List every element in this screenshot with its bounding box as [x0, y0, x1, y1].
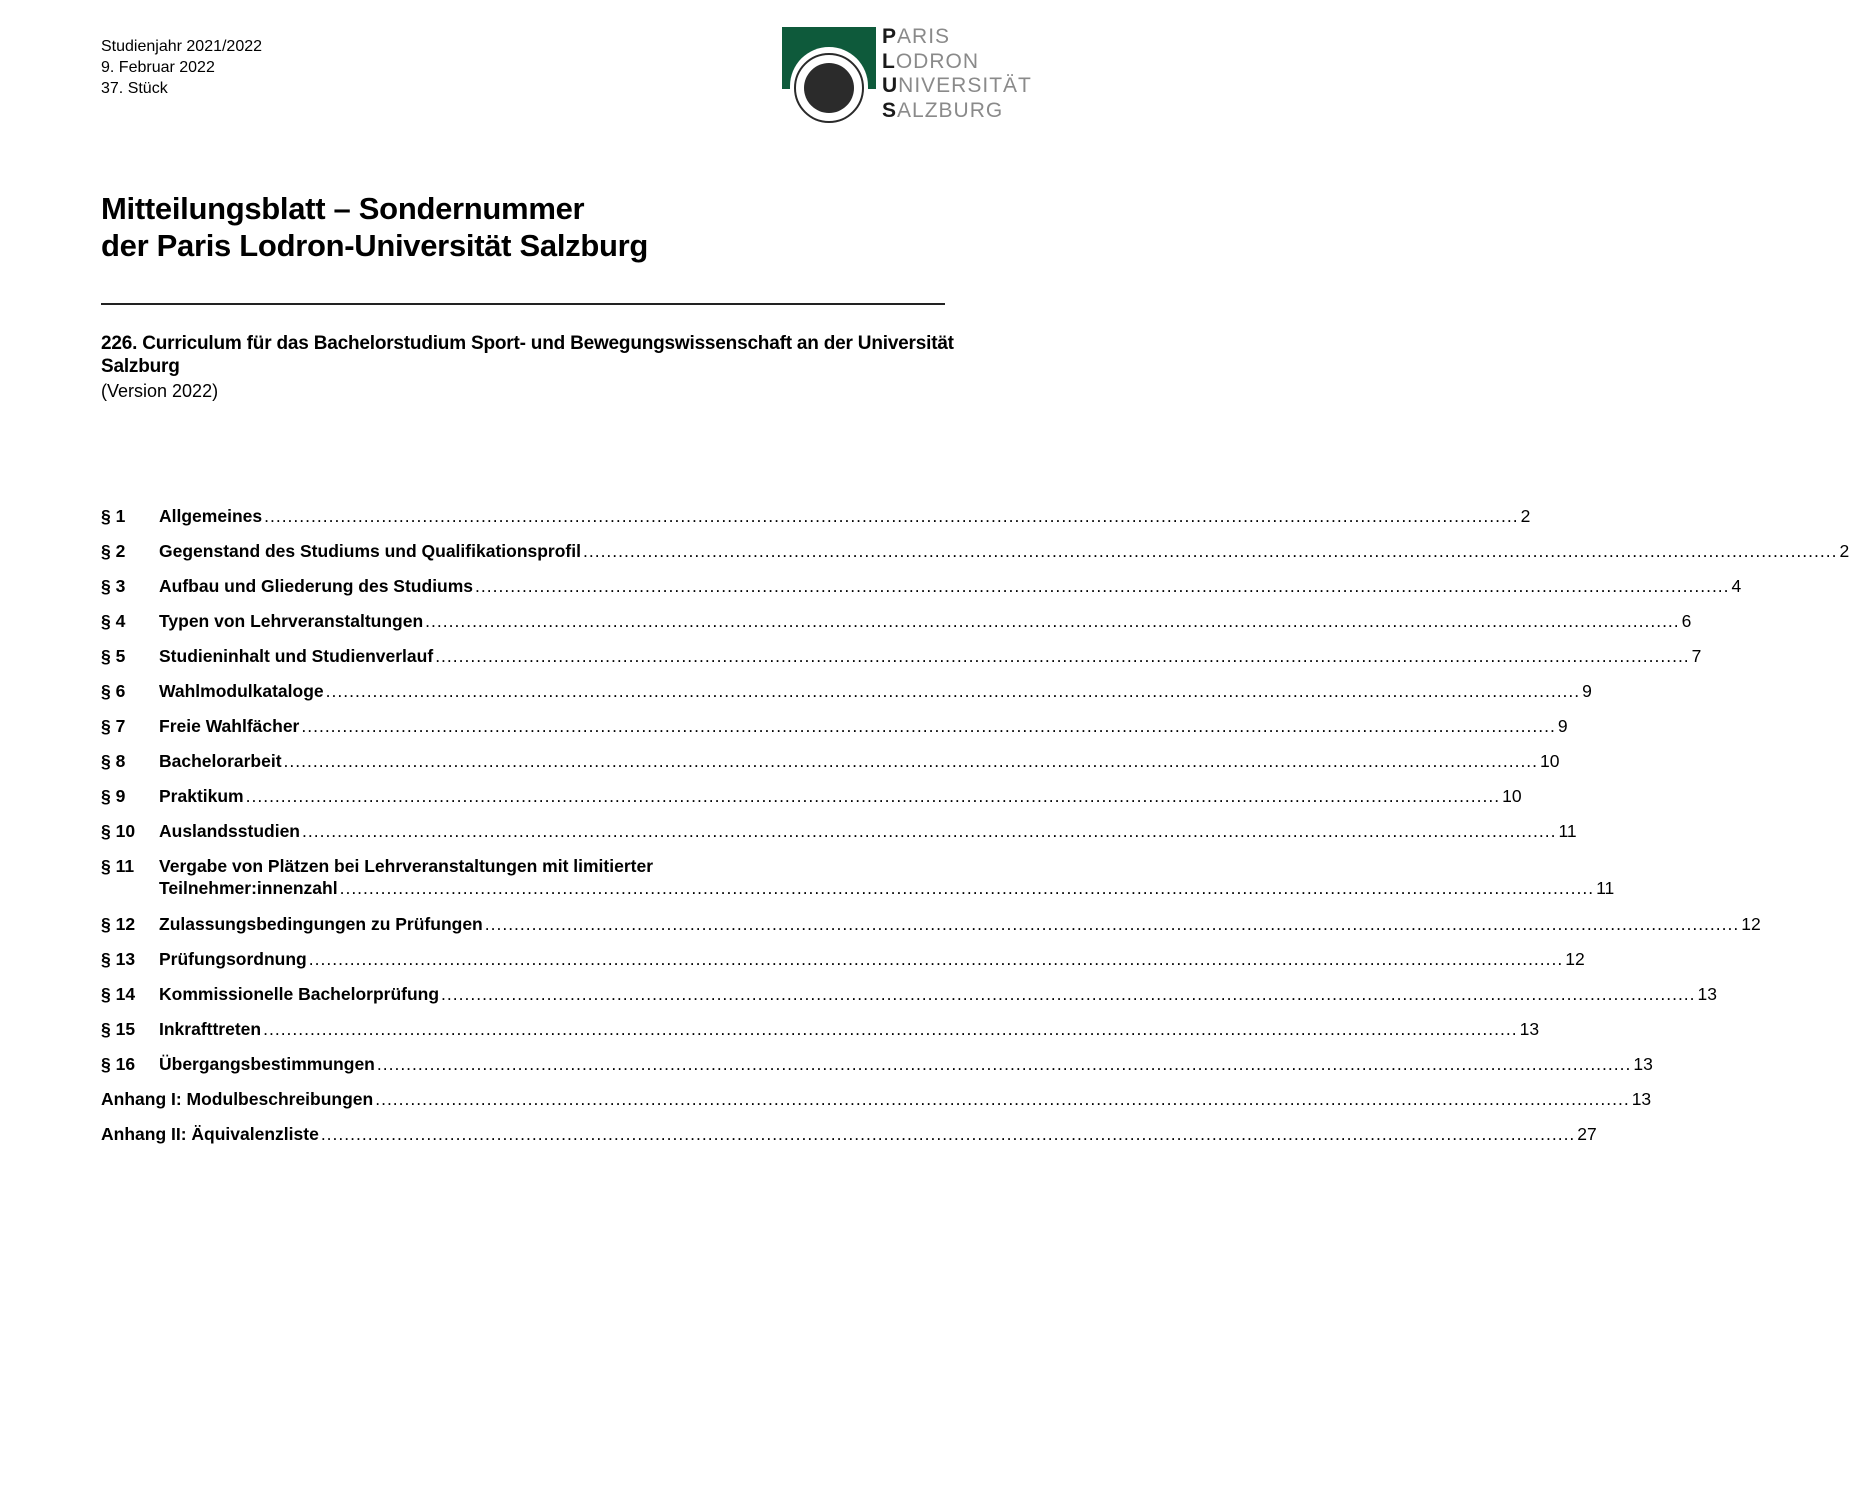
toc-title: Übergangsbestimmungen — [159, 1054, 375, 1074]
toc-entry[interactable] — [101, 785, 1522, 820]
toc-page-number: 13 — [1633, 1054, 1653, 1074]
toc-entry[interactable] — [101, 1053, 1653, 1088]
toc-page-number: 9 — [1582, 681, 1592, 701]
leader-dots — [583, 540, 1837, 562]
leader-dots — [441, 983, 1695, 1005]
leader-dots — [475, 575, 1729, 597]
toc-title: Praktikum — [159, 786, 244, 806]
toc-page-number: 13 — [1697, 984, 1717, 1004]
toc-entry[interactable] — [101, 913, 1761, 948]
toc-page-number: 2 — [1520, 506, 1531, 526]
toc-page-number: 9 — [1557, 716, 1568, 736]
leader-dots — [284, 750, 1538, 772]
toc-page-number: 6 — [1681, 611, 1692, 631]
toc-entry[interactable] — [101, 1123, 1597, 1158]
toc-entry[interactable] — [101, 983, 1717, 1018]
toc-title: Allgemeines — [159, 506, 263, 526]
toc-title: Wahlmodulkataloge — [159, 681, 324, 701]
toc-entry[interactable] — [101, 610, 1692, 645]
toc-entry[interactable] — [101, 1088, 1652, 1123]
toc-title: Kommissionelle Bachelorprüfung — [159, 984, 440, 1004]
logo-wordmark: PARIS LODRON UNIVERSITÄT SALZBURG — [882, 25, 1032, 122]
leader-dots — [485, 913, 1739, 935]
toc-title: Vergabe von Plätzen bei Lehrveranstaltungen mit limitierter — [159, 856, 654, 876]
leader-dots — [264, 505, 1518, 527]
toc-entry[interactable] — [101, 505, 1531, 540]
leader-dots — [326, 680, 1580, 702]
toc-section-number: § 9 — [101, 786, 126, 806]
toc-entry[interactable] — [101, 948, 1585, 983]
toc-section-number: § 1 — [101, 506, 126, 526]
toc-title: Zulassungsbedingungen zu Prüfungen — [159, 914, 483, 934]
leader-dots — [435, 645, 1689, 667]
toc-title: Freie Wahlfächer — [159, 716, 300, 736]
toc-page-number: 10 — [1540, 751, 1560, 771]
table-of-contents — [101, 505, 1849, 1158]
toc-title: Prüfungsordnung — [159, 949, 307, 969]
toc-title: Auslandsstudien — [159, 821, 300, 841]
leader-dots — [377, 1053, 1631, 1075]
page-title: Mitteilungsblatt – Sondernummer der Paris Lodron-Universität Salzburg — [101, 191, 649, 263]
header-meta — [101, 36, 262, 99]
university-logo — [780, 27, 1040, 127]
document-subtitle: 226. Curriculum für das Bachelorstudium Sport- und Bewegungswissenschaft an der Universität Salzburg — [101, 333, 954, 377]
toc-section-number: § 10 — [101, 821, 136, 841]
toc-page-number: 4 — [1731, 576, 1742, 596]
toc-entry[interactable] — [101, 540, 1849, 575]
toc-section-number: § 12 — [101, 914, 136, 934]
toc-entry[interactable] — [101, 575, 1742, 610]
toc-title: Bachelorarbeit — [159, 751, 282, 771]
toc-page-number: 7 — [1691, 646, 1702, 666]
toc-page-number: 27 — [1577, 1124, 1597, 1144]
toc-section-number: § 2 — [101, 541, 126, 561]
toc-page-number: 10 — [1502, 786, 1522, 806]
document-version: (Version 2022) — [101, 381, 219, 401]
lion-seal-icon — [794, 53, 864, 123]
issue-number: 37. Stück — [101, 80, 168, 97]
toc-entry[interactable] — [101, 750, 1560, 785]
toc-section-number: § 8 — [101, 751, 126, 771]
toc-title: Typen von Lehrveranstaltungen — [159, 611, 424, 631]
toc-entry[interactable] — [101, 715, 1568, 750]
academic-year: Studienjahr 2021/2022 — [101, 38, 263, 55]
leader-dots — [321, 1123, 1575, 1145]
toc-entry[interactable] — [101, 855, 1615, 913]
toc-entry[interactable] — [101, 1018, 1540, 1053]
leader-dots — [263, 1018, 1517, 1040]
leader-dots — [302, 820, 1556, 842]
toc-section-number: § 4 — [101, 611, 126, 631]
leader-dots — [309, 948, 1563, 970]
toc-section-number: § 5 — [101, 646, 126, 666]
toc-title: Inkrafttreten — [159, 1019, 262, 1039]
toc-section-number: § 14 — [101, 984, 136, 1004]
toc-title: Anhang I: Modulbeschreibungen — [101, 1089, 374, 1109]
toc-entry[interactable] — [101, 680, 1592, 715]
toc-entry[interactable] — [101, 820, 1577, 855]
toc-entry[interactable] — [101, 645, 1702, 680]
toc-page-number: 12 — [1565, 949, 1585, 969]
toc-section-number: § 11 — [101, 856, 135, 876]
toc-section-number: § 15 — [101, 1019, 136, 1039]
toc-section-number: § 7 — [101, 716, 126, 736]
toc-title: Gegenstand des Studiums und Qualifikationsprofil — [159, 541, 581, 561]
leader-dots — [340, 877, 1594, 899]
toc-title: Anhang II: Äquivalenzliste — [101, 1124, 319, 1144]
toc-page-number: 2 — [1839, 541, 1849, 561]
leader-dots — [425, 610, 1679, 632]
toc-page-number: 11 — [1558, 821, 1577, 841]
issue-date: 9. Februar 2022 — [101, 59, 215, 76]
toc-section-number: § 16 — [101, 1054, 136, 1074]
toc-title: Studieninhalt und Studienverlauf — [159, 646, 434, 666]
leader-dots — [246, 785, 1500, 807]
toc-section-number: § 3 — [101, 576, 126, 596]
leader-dots — [375, 1088, 1629, 1110]
toc-section-number: § 13 — [101, 949, 136, 969]
toc-page-number: 12 — [1741, 914, 1761, 934]
leader-dots — [301, 715, 1555, 737]
toc-title: Aufbau und Gliederung des Studiums — [159, 576, 474, 596]
toc-page-number: 13 — [1631, 1089, 1652, 1109]
toc-section-number: § 6 — [101, 681, 126, 701]
divider — [101, 303, 945, 305]
toc-title-continued: Teilnehmer:innenzahl — [159, 878, 338, 898]
toc-page-number: 13 — [1519, 1019, 1540, 1039]
toc-page-number: 11 — [1596, 878, 1615, 898]
